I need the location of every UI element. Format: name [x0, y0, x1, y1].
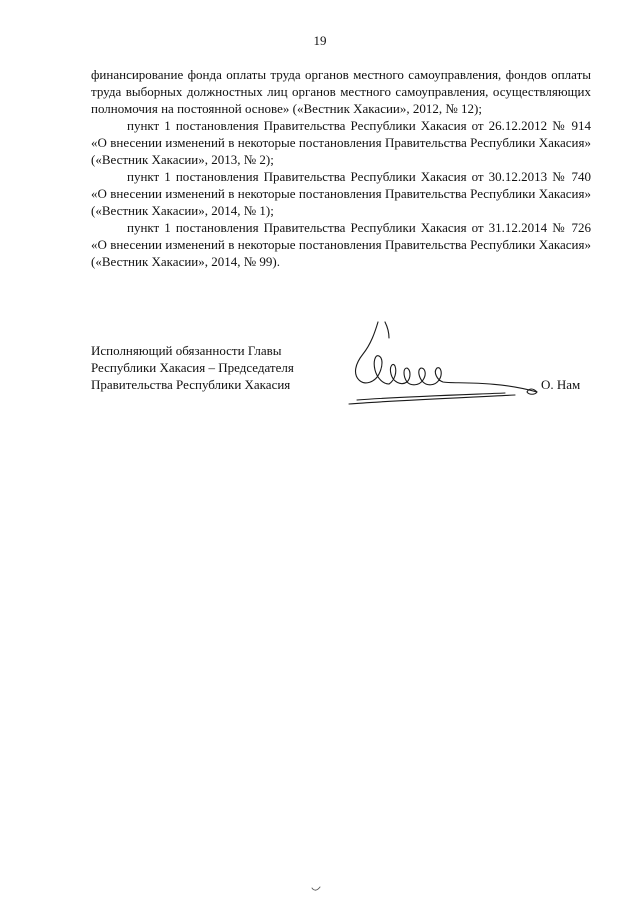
paragraph-continuation: финансирование фонда оплаты труда органов местного самоуправления, фондов оплаты труда выборных должностных лиц органов местного самоуправления, осуществляющих полномочия на постоянной основе» («Вестник Хакасии», 2012, № 12);: [91, 67, 591, 116]
signatory-title-line: Правительства Республики Хакасия: [91, 377, 291, 392]
signatory-title-line: Исполняющий обязанности Главы: [91, 343, 282, 358]
signatory-name: О. Нам: [541, 377, 581, 392]
scan-mark-icon: [311, 886, 321, 892]
body-text: [91, 66, 591, 270]
paragraph-item: пункт 1 постановления Правительства Республики Хакасия от 26.12.2012 № 914 «О внесении изменений в некоторые постановления Правительства Республики Хакасия» («Вестник Хакасии», 2013, № 2);: [91, 118, 591, 167]
page-number: 19: [313, 33, 327, 48]
paragraph-item: пункт 1 постановления Правительства Республики Хакасия от 30.12.2013 № 740 «О внесении изменений в некоторые постановления Правительства Республики Хакасия» («Вестник Хакасии», 2014, № 1);: [91, 169, 591, 218]
paragraph-item: пункт 1 постановления Правительства Республики Хакасия от 31.12.2014 № 726 «О внесении изменений в некоторые постановления Правительства Республики Хакасия» («Вестник Хакасии», 2014, № 99).: [91, 220, 591, 269]
signatory-title: [91, 342, 294, 393]
handwritten-signature: [345, 318, 545, 408]
signatory-title-line: Республики Хакасия – Председателя: [91, 360, 294, 375]
